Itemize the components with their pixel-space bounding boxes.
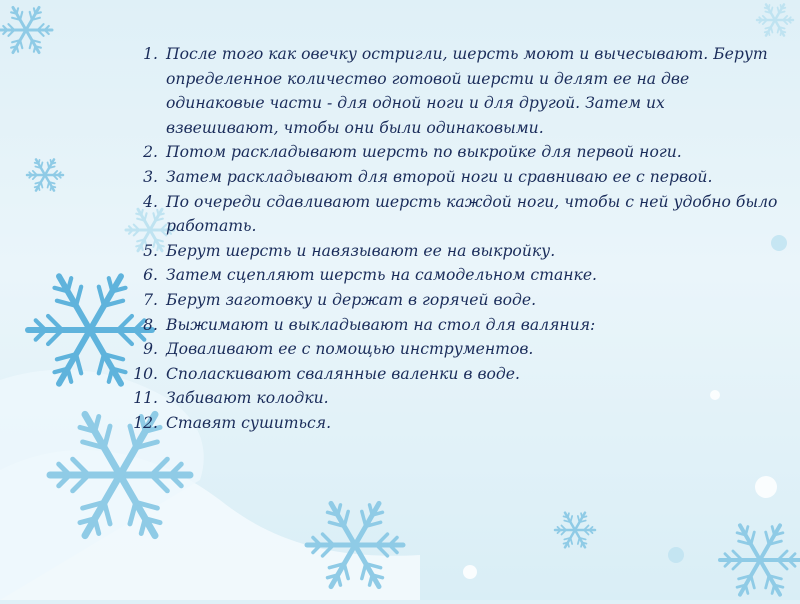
step-text: Доваливают ее с помощью инструментов. xyxy=(166,340,534,359)
list-item xyxy=(118,165,778,190)
list-item xyxy=(118,362,778,387)
list-item xyxy=(118,288,778,313)
step-number: 11. xyxy=(133,389,158,408)
decor-dot xyxy=(668,547,684,563)
step-text: Затем раскладывают для второй ноги и сравниваю ее с первой. xyxy=(166,167,713,186)
step-text: Затем сцепляют шерсть на самодельном станке. xyxy=(166,266,598,285)
snowflake-icon xyxy=(551,506,599,554)
step-number: 8. xyxy=(143,315,158,334)
step-text: Выжимают и выкладывают на стол для валяния: xyxy=(166,315,596,334)
step-text: Ставят сушиться. xyxy=(166,413,332,432)
step-number: 1. xyxy=(143,45,158,63)
snowflake-icon xyxy=(716,516,800,604)
list-item xyxy=(118,313,778,338)
snowflake-icon xyxy=(303,493,407,597)
step-number: 4. xyxy=(143,192,158,211)
step-text: После того как овечку остригли, шерсть моют и вычесывают. Берут определенное количество готовой шерсти и делят ее на две одинаковые части - для одной ноги и для другой. Затем их взвешивают, чтобы они были одинаковыми. xyxy=(166,45,768,137)
step-text: По очереди сдавливают шерсть каждой ноги, чтобы с ней удобно было работать. xyxy=(166,192,778,236)
step-text: Берут шерсть и навязывают ее на выкройку. xyxy=(166,241,556,260)
list-item xyxy=(118,42,778,140)
list-item xyxy=(118,337,778,362)
slide-content xyxy=(118,42,778,436)
step-number: 10. xyxy=(133,364,158,383)
list-item xyxy=(118,140,778,165)
list-item xyxy=(118,263,778,288)
list-item xyxy=(118,386,778,411)
step-number: 9. xyxy=(143,340,158,359)
decor-dot xyxy=(755,476,777,498)
snowflake-icon xyxy=(0,0,56,60)
step-number: 3. xyxy=(143,167,158,186)
list-item xyxy=(118,411,778,436)
step-number: 12. xyxy=(133,413,158,432)
step-text: Берут заготовку и держат в горячей воде. xyxy=(166,290,537,309)
step-text: Забивают колодки. xyxy=(166,389,329,408)
step-text: Споласкивают свалянные валенки в воде. xyxy=(166,364,520,383)
decor-dot xyxy=(463,565,477,579)
step-number: 6. xyxy=(143,266,158,285)
step-number: 7. xyxy=(143,290,158,309)
step-number: 2. xyxy=(143,143,158,162)
step-number: 5. xyxy=(143,241,158,260)
process-steps-list xyxy=(118,42,778,436)
snowflake-icon xyxy=(23,153,67,197)
list-item xyxy=(118,190,778,239)
list-item xyxy=(118,239,778,264)
snowflake-icon xyxy=(753,0,797,42)
step-text: Потом раскладывают шерсть по выкройке для первой ноги. xyxy=(166,143,682,162)
